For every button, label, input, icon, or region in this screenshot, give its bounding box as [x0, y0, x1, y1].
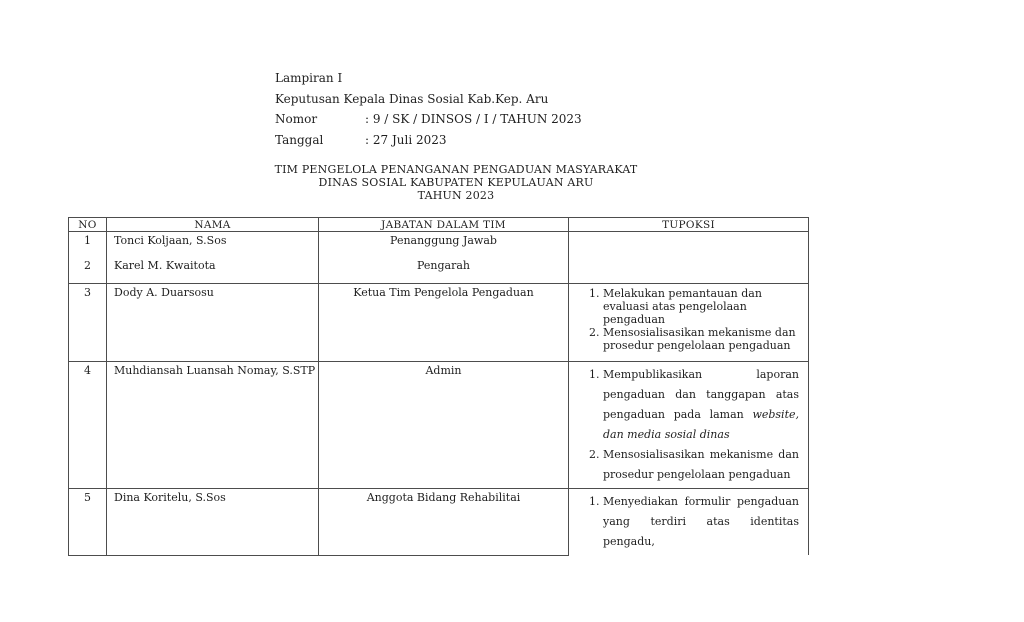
column-header-tupoksi: TUPOKSI: [569, 218, 809, 232]
tupoksi-list: [571, 365, 799, 485]
tupoksi-item: 2. Mensosialisasikan mekanisme dan prosedur pengelolaan pengaduan: [603, 445, 799, 485]
table-header-row: [69, 218, 809, 232]
tupoksi-item: 2. Mensosialisasikan mekanisme dan prosedur pengelolaan pengaduan: [603, 326, 799, 352]
title-line-2: DINAS SOSIAL KABUPATEN KEPULAUAN ARU: [318, 176, 594, 189]
column-header-jabatan: JABATAN DALAM TIM: [319, 218, 569, 232]
nomor-value: : 9 / SK / DINSOS / I / TAHUN 2023: [365, 112, 582, 126]
cell-jabatan: Admin: [319, 362, 569, 489]
team-table: [68, 217, 809, 556]
cell-nama: Muhdiansah Luansah Nomay, S.STP: [107, 362, 319, 489]
tanggal-value: : 27 Juli 2023: [365, 132, 447, 147]
tupoksi-list: [571, 287, 799, 352]
tupoksi-text: Mempublikasikan laporan pengaduan dan tanggapan atas pengaduan pada laman: [603, 368, 799, 421]
cell-tupoksi-empty: [569, 232, 809, 284]
row-number: 2: [84, 259, 91, 272]
column-header-nama: NAMA: [107, 218, 319, 232]
table-row: [69, 232, 809, 284]
cell-tupoksi: [569, 284, 809, 362]
cell-tupoksi: [569, 362, 809, 489]
keputusan-line: Keputusan Kepala Dinas Sosial Kab.Kep. Aru: [275, 91, 549, 106]
cell-nama: [107, 232, 319, 284]
member-name: Tonci Koljaan, S.Sos: [114, 234, 227, 247]
row-number: 1: [84, 234, 91, 247]
document-title: [96, 163, 816, 202]
cell-nama: Dody A. Duarsosu: [107, 284, 319, 362]
cell-nama: Dina Koritelu, S.Sos: [107, 489, 319, 556]
member-name: Karel M. Kwaitota: [114, 259, 216, 272]
member-role: Pengarah: [416, 259, 470, 272]
tupoksi-item: [603, 365, 799, 445]
title-line-1: TIM PENGELOLA PENANGANAN PENGADUAN MASYARAKAT: [274, 163, 638, 176]
cell-jabatan: Ketua Tim Pengelola Pengaduan: [319, 284, 569, 362]
member-role: Penanggung Jawab: [390, 234, 497, 247]
column-header-no: NO: [69, 218, 107, 232]
table-row: [69, 284, 809, 362]
nomor-line: [275, 109, 582, 130]
table-row: [69, 489, 809, 556]
cell-no: [69, 232, 107, 284]
tupoksi-list: [571, 492, 799, 552]
cell-no: 5: [69, 489, 107, 556]
tanggal-label: Tanggal: [275, 132, 324, 147]
cell-no: 3: [69, 284, 107, 362]
cell-jabatan: [319, 232, 569, 284]
nomor-label: Nomor: [275, 112, 318, 126]
table-row: [69, 362, 809, 489]
letterhead: [275, 68, 582, 150]
cell-tupoksi: [569, 489, 809, 556]
lampiran-line: Lampiran I: [275, 71, 343, 85]
tupoksi-item: 1. Melakukan pemantauan dan evaluasi atas pengelolaan pengaduan: [603, 287, 799, 326]
title-line-3: TAHUN 2023: [417, 189, 495, 202]
tanggal-line: [275, 130, 582, 151]
cell-jabatan: Anggota Bidang Rehabilitai: [319, 489, 569, 556]
tupoksi-italic-text: website, dan media sosial dinas: [603, 408, 799, 441]
cell-no: 4: [69, 362, 107, 489]
tupoksi-item: 1. Menyediakan formulir pengaduan yang terdiri atas identitas pengadu,: [603, 492, 799, 552]
